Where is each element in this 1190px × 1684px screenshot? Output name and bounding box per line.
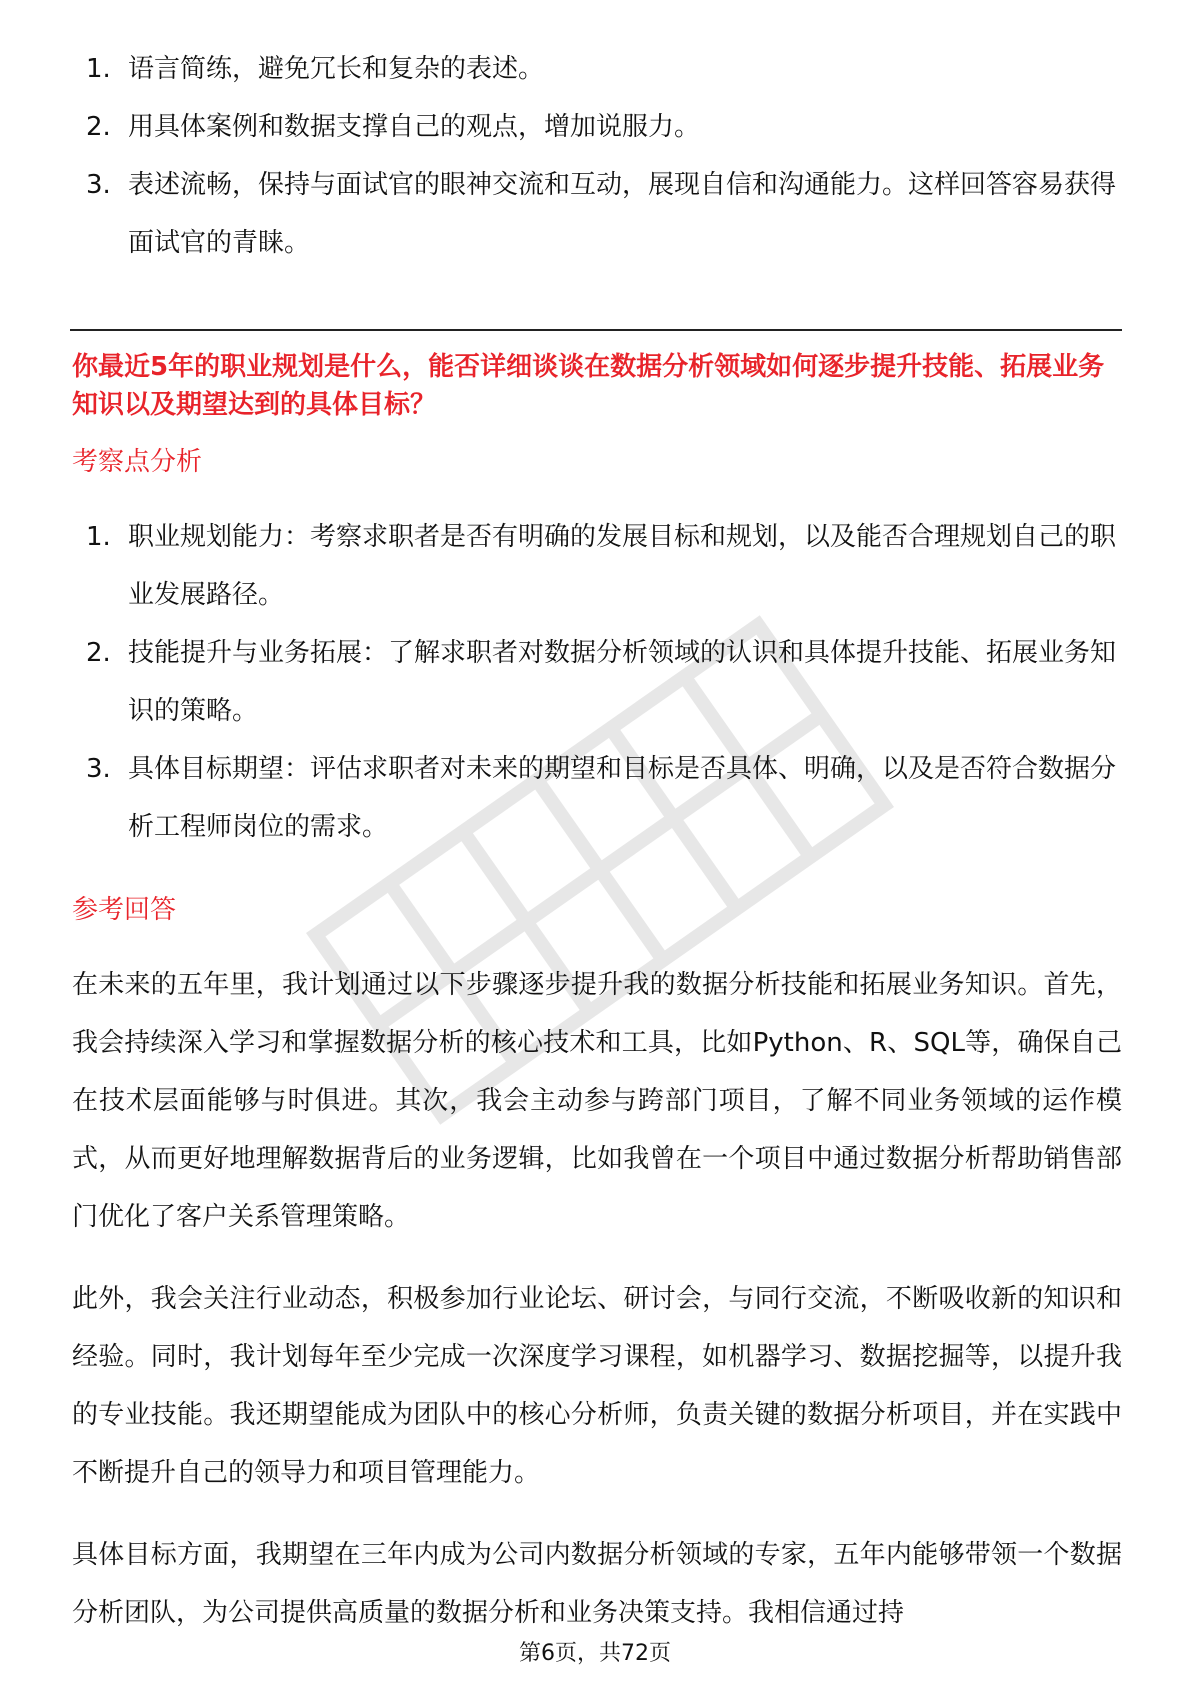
answer-title: 参考回答: [72, 895, 177, 925]
analysis-title: 考察点分析: [72, 447, 203, 477]
list-number: 2.: [86, 112, 111, 142]
page-footer: 第6页，共72页: [519, 1641, 671, 1666]
section-divider: [70, 329, 1122, 331]
analysis-list: [86, 508, 1116, 856]
list-text: 用具体案例和数据支撑自己的观点，增加说服力。: [128, 112, 701, 142]
list-text: 技能提升与业务拓展：了解求职者对数据分析领域的认识和具体提升技能、拓展业务知识的策略。: [128, 638, 1117, 726]
list-item: [86, 508, 1116, 624]
answer-paragraph: 此外，我会关注行业动态，积极参加行业论坛、研讨会，与同行交流，不断吸收新的知识和经验。同时，我计划每年至少完成一次深度学习课程，如机器学习、数据挖掘等，以提升我的专业技能。我还期望能成为团队中的核心分析师，负责关键的数据分析项目，并在实践中不断提升自己的领导力和项目管理能力。: [72, 1284, 1122, 1488]
list-number: 1.: [86, 54, 111, 84]
list-text: 职业规划能力：考察求职者是否有明确的发展目标和规划，以及能否合理规划自己的职业发展路径。: [128, 522, 1117, 610]
answer-paragraph: 具体目标方面，我期望在三年内成为公司内数据分析领域的专家，五年内能够带领一个数据分析团队，为公司提供高质量的数据分析和业务决策支持。我相信通过持: [72, 1540, 1122, 1628]
list-number: 2.: [86, 638, 111, 668]
tips-list: [86, 40, 1116, 272]
question-heading: 你最近5年的职业规划是什么，能否详细谈谈在数据分析领域如何逐步提升技能、拓展业务知识以及期望达到的具体目标？: [72, 352, 1105, 420]
list-text: 具体目标期望：评估求职者对未来的期望和目标是否具体、明确，以及是否符合数据分析工程师岗位的需求。: [128, 754, 1117, 842]
list-item: [86, 98, 1116, 156]
answer-paragraph: 在未来的五年里，我计划通过以下步骤逐步提升我的数据分析技能和拓展业务知识。首先，我会持续深入学习和掌握数据分析的核心技术和工具，比如Python、R、SQL等，确保自己在技术层面能够与时俱进。其次，我会主动参与跨部门项目，了解不同业务领域的运作模式，从而更好地理解数据背后的业务逻辑，比如我曾在一个项目中通过数据分析帮助销售部门优化了客户关系管理策略。: [72, 970, 1122, 1232]
list-item: [86, 740, 1116, 856]
list-number: 3.: [86, 754, 111, 784]
list-item: [86, 624, 1116, 740]
list-text: 表述流畅，保持与面试官的眼神交流和互动，展现自信和沟通能力。这样回答容易获得面试官的青睐。: [128, 170, 1117, 258]
list-item: [86, 156, 1116, 272]
list-text: 语言简练，避免冗长和复杂的表述。: [128, 54, 545, 84]
list-number: 3.: [86, 170, 111, 200]
list-item: [86, 40, 1116, 98]
list-number: 1.: [86, 522, 111, 552]
